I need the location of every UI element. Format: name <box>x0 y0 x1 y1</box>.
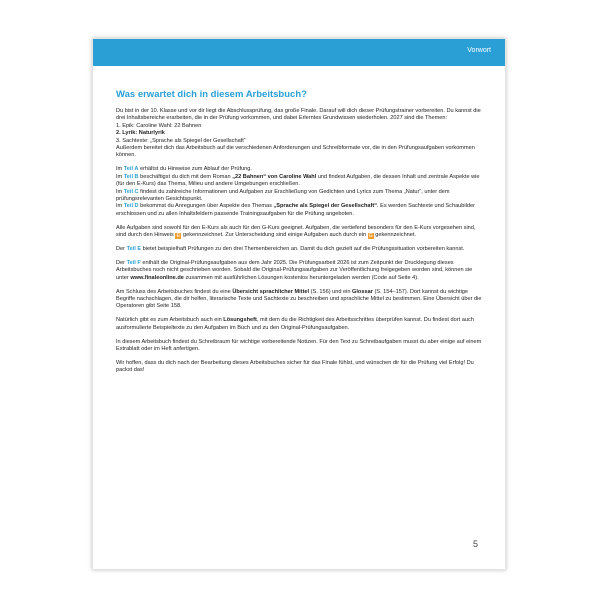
text: Im <box>116 203 123 210</box>
text: findest du zahlreiche Informationen und Aufgaben zur Erschließung von Gedichten und Lyrics zum Thema „Natur“, unter dem prüfungsrelevanten Gesichtspunkt. <box>116 188 450 202</box>
part-f-paragraph <box>116 260 485 282</box>
text: Im <box>116 173 123 180</box>
content <box>116 89 485 381</box>
text: Im <box>116 166 123 173</box>
notes-paragraph: In diesem Arbeitsbuch findest du Schreibraum für wichtige vorbereitende Notizen. Für den Text zu Schreibaufgaben musst du aber einige auf einem Extrablatt oder im Heft anfertigen. <box>116 338 482 353</box>
part-e-paragraph <box>116 246 485 253</box>
e-kurs-badge-icon: E <box>176 233 181 240</box>
topic-lyrik: 2. Lyrik: Naturlyrik <box>116 130 165 137</box>
text: gekennzeichnet. <box>375 232 417 239</box>
document-page <box>92 38 506 570</box>
page-title: Was erwartet dich in diesem Arbeitsbuch? <box>116 89 307 100</box>
teil-b-label: Teil B <box>123 173 139 180</box>
text: erhältst du Hinweise zum Ablauf der Prüfung. <box>139 166 252 173</box>
text: zusammen mit ausführlichen Lösungen kostenlos heruntergeladen werden (Code auf Seite 4). <box>185 274 419 281</box>
intro-text: Du bist in der 10. Klasse und vor dir liegt die Abschlussprüfung, das große Finale. Darauf will dich dieser Prüfungstrainer vorbereiten. Du kannst die drei Inhaltsbereiche erarbeiten, die in der Prüfung vorkommen, und dabei Erlerntes Grundwissen wiederholen. 2027 sind die Themen: <box>116 108 481 122</box>
text: Am Schluss des Arbeitsbuches findest du eine <box>116 288 231 295</box>
text: . Es werden Sachtexte und Schaubilder erschlossen und zu allen Inhaltsfeldern passende Trainingsaufgaben für die Prüfung angeboten. <box>116 203 475 217</box>
theme-title: „Sprache als Spiegel der Gesellschaft“ <box>273 203 378 210</box>
text: Der <box>116 246 126 252</box>
closing-paragraph: Wir hoffen, dass du dich nach der Bearbeitung dieses Arbeitsbuches sicher für das Finale fühlst, und wünschen dir für die Prüfung viel Erfolg! Du packst das! <box>116 359 474 374</box>
text: Im <box>116 188 123 195</box>
text: gekennzeichnet. Zur Unterscheidung sind einige Aufgaben auch durch ein <box>182 232 367 239</box>
section-label: Vorwort <box>467 47 491 54</box>
text: enthält die Original-Prüfungsaufgaben aus dem Jahr 2025. Die Prüfungsarbeit 2026 ist zum Zeitpunkt der Drucklegung dieses Arbeitsbuches noch nicht geschrieben worden. Sobald die Original-Prüfungsaufgaben zur Veröffentlichung freigegeben worden sind, können sie unter <box>116 259 473 281</box>
topic-sachtexte: 3. Sachtexte: „Sprache als Spiegel der Gesellschaft“ <box>116 137 246 144</box>
parts-paragraph <box>116 166 485 218</box>
glossary-paragraph <box>116 289 485 311</box>
g-kurs-badge-icon: G <box>368 233 373 240</box>
intro-outro: Außerdem bereitet dich das Arbeitsbuch auf die verschiedenen Anforderungen und Schreibformate vor, die in den Prüfungsaufgaben vorkommen können. <box>116 145 475 159</box>
text: Der <box>116 259 126 266</box>
text: (S. 156) und ein <box>310 288 351 295</box>
sprachliche-mittel-link: Übersicht sprachlicher Mittel <box>232 288 310 295</box>
text: beschäftigst du dich mit dem Roman <box>140 173 231 180</box>
text: Natürlich gibt es zum Arbeitsbuch auch ein <box>116 317 222 324</box>
teil-d-label: Teil D <box>123 203 139 210</box>
website-link[interactable]: www.finaleonline.de <box>130 274 184 281</box>
intro-paragraph <box>116 108 485 160</box>
text: (S. 154–157). Dort kannst du wichtige Begriffe nachschlagen, die dir helfen, literarische Texte und Sachtexte zu beschreiben und sprachliche Mittel zu bestimmen. Eine Übersicht über die Operatoren gibt Seite 158. <box>116 288 482 310</box>
kurs-paragraph <box>116 225 485 240</box>
text: , mit dem du die Richtigkeit des Arbeitsschrittes überprüfen kannst. Du findest dort auch ausformulierte Beispieltexte zu den Aufgaben im Buch und zu den Original-Prüfungsaufgaben. <box>116 317 474 331</box>
topic-epik: 1. Epik: Caroline Wahl: 22 Bahnen <box>116 122 202 129</box>
solutions-paragraph <box>116 317 485 332</box>
text: und findest Aufgaben, die dessen Inhalt und zentrale Aspekte wie (für den E-Kurs) das Thema, Milieu und andere Umgebungen erschließen. <box>116 173 480 188</box>
loesungsheft-label: Lösungsheft <box>223 317 257 324</box>
glossar-label: Glossar <box>352 288 373 295</box>
text: bekommst du Anregungen über Aspekte des Themas <box>140 203 272 210</box>
teil-c-label: Teil C <box>123 188 139 195</box>
header-bar <box>93 39 505 66</box>
novel-title: „22 Bahnen“ von Caroline Wahl <box>232 173 317 180</box>
teil-a-label: Teil A <box>123 166 139 173</box>
teil-e-label: Teil E <box>126 246 142 252</box>
text: Alle Aufgaben sind sowohl für den E-Kurs als auch für den G-Kurs geeignet. Aufgaben, die vertiefend besonders für den E-Kurs vorgesehen sind, sind durch den Hinweis <box>116 224 476 239</box>
text: bietet beispielhaft Prüfungen zu den drei Themenbereichen an. Damit du dich gezielt auf die Prüfungssituation vorbereiten kannst. <box>142 246 465 252</box>
page-number: 5 <box>472 539 478 549</box>
teil-f-label: Teil F <box>126 259 141 266</box>
